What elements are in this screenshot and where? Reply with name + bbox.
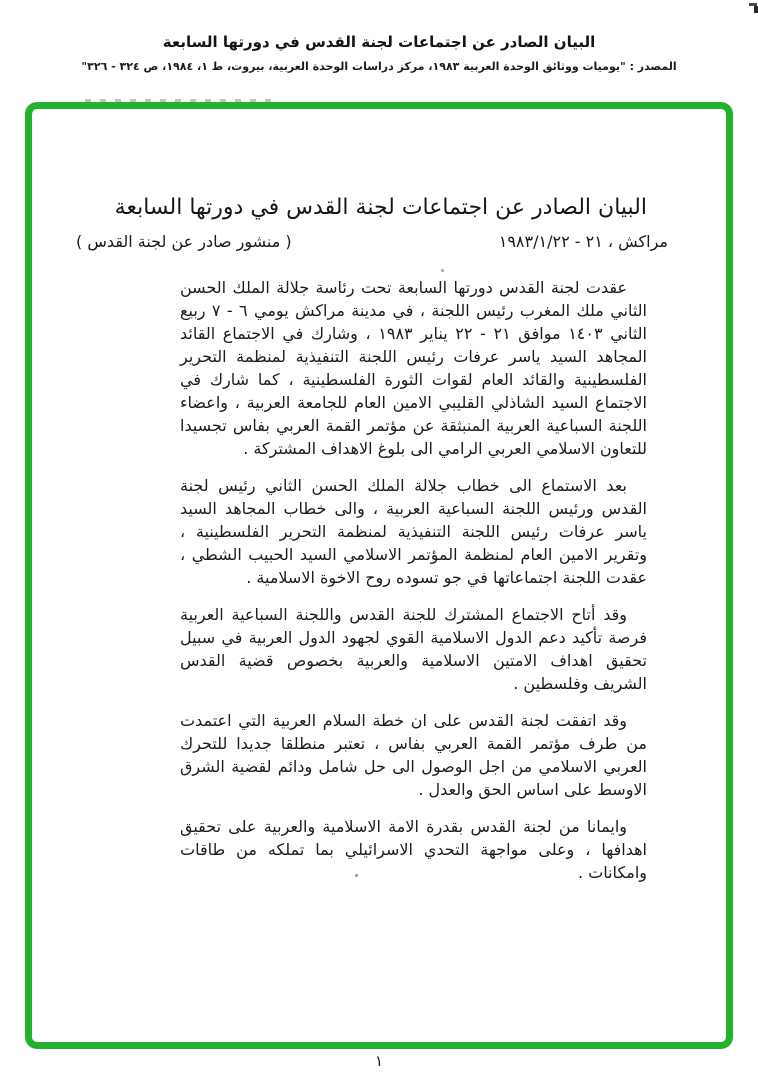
document-body — [180, 276, 647, 884]
page-header-title: البيان الصادر عن اجتماعات لجنة القدس في دورتها السابعة — [162, 33, 596, 51]
scan-speck — [355, 874, 358, 877]
page-header — [0, 0, 758, 73]
document-paragraph: وايمانا من لجنة القدس بقدرة الامة الاسلامية والعربية على تحقيق اهدافها ، وعلى مواجهة التحدي الاسرائيلي بما تملكه من طاقات وامكانات . — [180, 817, 647, 882]
scan-speck — [441, 269, 444, 272]
publication-note: ( منشور صادر عن لجنة القدس ) — [76, 232, 292, 251]
document-title: البيان الصادر عن اجتماعات لجنة القدس في دورتها السابعة — [114, 195, 647, 220]
document-paragraph: بعد الاستماع الى خطاب جلالة الملك الحسن الثاني رئيس لجنة القدس ورئيس اللجنة السباعية العربية ، والى خطاب المجاهد السيد ياسر عرفات رئيس اللجنة التنفيذية لمنظمة التحرير الفلسطينية ، وتقرير الامين العام لمنظمة المؤتمر الاسلامي السيد الحبيب الشطي ، عقدت اللجنة اجتماعاتها في جو تسوده روح الاخوة الاسلامية . — [180, 476, 647, 587]
source-citation: المصدر : "يوميات ووثائق الوحدة العربية ١٩٨٣، مركز دراسات الوحدة العربية، بيروت، ط ١، ١٩٨٤، ص ٣٢٤ - ٣٢٦" — [81, 60, 677, 73]
document-paragraph: وقد أتاح الاجتماع المشترك للجنة القدس واللجنة السباعية العربية فرصة تأكيد دعم الدول الاسلامية القوي لجهود الدول العربية في سبيل تحقيق اهداف الامتين الاسلامية والعربية بخصوص قضية القدس الشريف وفلسطين . — [180, 605, 647, 693]
dateline: مراكش ، ٢١ - ١٩٨٣/١/٢٢ — [498, 232, 668, 251]
document-subline — [76, 232, 668, 251]
document-paragraph: عقدت لجنة القدس دورتها السابعة تحت رئاسة جلالة الملك الحسن الثاني ملك المغرب رئيس اللجنة ، في مدينة مراكش يومي ٦ - ٧ ربيع الثاني ١٤٠٣ موافق ٢١ - ٢٢ يناير ١٩٨٣ ، وشارك في الاجتماع القائد المجاهد السيد ياسر عرفات رئيس اللجنة التنفيذية لمنظمة التحرير الفلسطينية والقائد العام لقوات الثورة الفلسطينية ، كما شارك في الاجتماع السيد الشاذلي القليبي الامين العام للجامعة العربية ، واعضاء اللجنة السباعية العربية المنبثقة عن مؤتمر القمة العربي بفاس تجسيدا للتعاون الاسلامي العربي الرامي الى بلوغ الاهداف المشتركة . — [180, 278, 648, 458]
page-number: ١ — [374, 1052, 384, 1070]
document-paragraph: وقد اتفقت لجنة القدس على ان خطة السلام العربية التي اعتمدت من طرف مؤتمر القمة العربي بفاس ، تعتبر منطلقا جديدا للتحرك العربي الاسلامي من اجل الوصول الى حل شامل ودائم لقضية الشرق الاوسط على اساس الحق والعدل . — [180, 711, 647, 799]
green-document-frame — [25, 102, 733, 1049]
